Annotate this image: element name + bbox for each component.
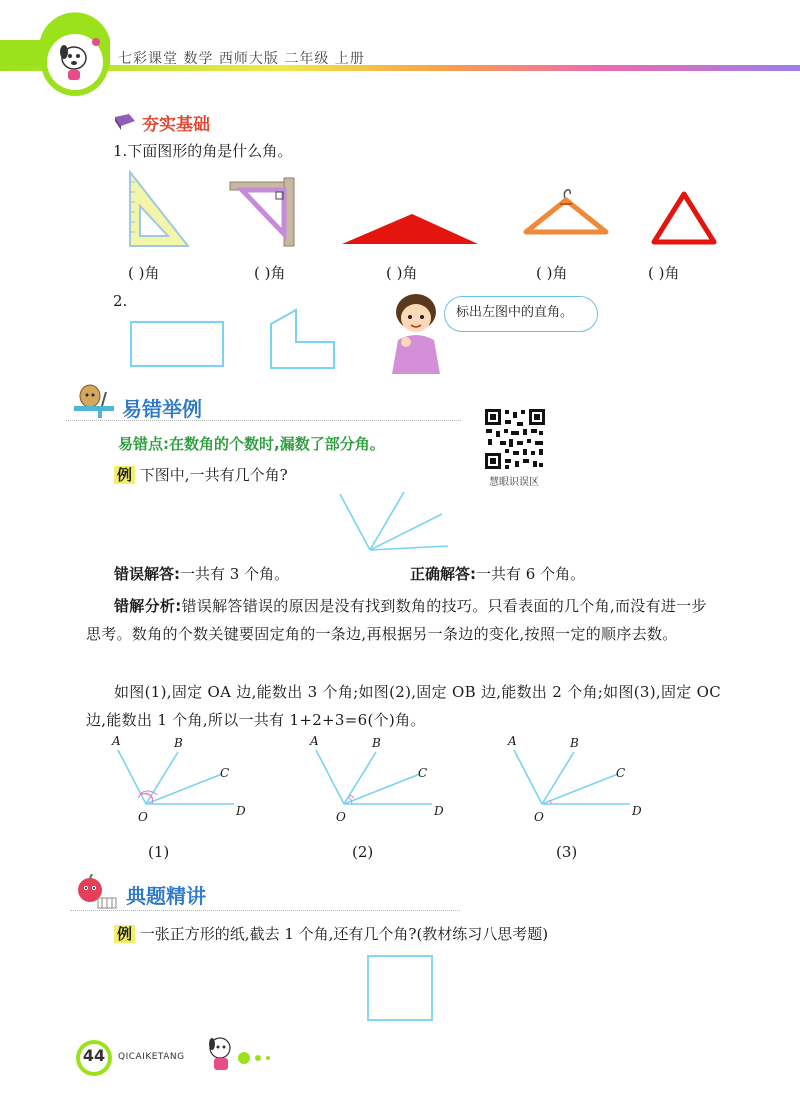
wrong-answer (114, 560, 289, 588)
section-divider (66, 420, 461, 421)
analysis-text: 错误解答错误的原因是没有找到数角的技巧。只看表面的几个角,而没有进一步思考。数角的个数关键要固定角的一条边,再根据另一条边的变化,按照一定的顺序去数。 (86, 597, 707, 643)
section-title-examples: 典题精讲 (126, 884, 206, 908)
angle-figure-2 (298, 734, 458, 830)
label-C: C (220, 766, 230, 780)
wrong-answer-label: 错误解答: (114, 565, 180, 583)
question-2-figures (126, 304, 356, 376)
set-square-image (126, 170, 192, 248)
analysis-paragraph (86, 592, 722, 648)
wrong-answer-text: 一共有 3 个角。 (180, 565, 290, 583)
blank-1[interactable]: ( )角 (128, 264, 160, 282)
header-title: 七彩课堂 数学 西师大版 二年级 上册 (118, 51, 365, 67)
figure-caption-3: (3) (556, 843, 578, 861)
label-C: C (418, 766, 428, 780)
girl-illustration (386, 290, 448, 376)
pentagon-figure (271, 310, 334, 368)
qr-caption: 慧眼识误区 (489, 477, 539, 488)
book-icon (113, 113, 137, 131)
example-angle-figure (330, 488, 450, 554)
label-D: D (434, 804, 444, 818)
error-point: 易错点:在数角的个数时,漏数了部分角。 (118, 435, 385, 453)
example2-text: 一张正方形的纸,截去 1 个角,还有几个角?(教材练习八思考题) (139, 925, 549, 943)
angle-figure-1 (100, 734, 260, 830)
example-line (114, 461, 288, 489)
section-divider (70, 910, 460, 911)
label-O: O (534, 810, 544, 824)
page-number: 44 (82, 1046, 106, 1065)
footer-brand: QICAIKETANG (118, 1052, 185, 1062)
rectangle-figure (131, 322, 223, 366)
section-title-mistakes: 易错举例 (122, 397, 202, 421)
label-B: B (372, 736, 381, 750)
label-C: C (616, 766, 626, 780)
analysis-label: 错解分析: (114, 597, 182, 615)
label-D: D (632, 804, 642, 818)
method-paragraph: 如图(1),固定 OA 边,能数出 3 个角;如图(2),固定 OB 边,能数出 2 个角;如图(3),固定 OC 边,能数出 1 个角,所以一共有 1+2+3=6(个)角。 (86, 683, 722, 729)
label-A: A (508, 734, 517, 748)
right-answer-label: 正确解答: (410, 565, 476, 583)
label-O: O (138, 810, 148, 824)
angle-figure-3 (496, 734, 656, 830)
label-A: A (310, 734, 319, 748)
figure-caption-1: (1) (148, 843, 170, 861)
question-1: 1.下面图形的角是什么角。 (113, 142, 293, 160)
triangle-outline-image (650, 190, 718, 246)
label-B: B (570, 736, 579, 750)
label-O: O (336, 810, 346, 824)
shelf-bracket-image (228, 176, 298, 248)
mascot-apple-icon (74, 874, 118, 910)
blank-5[interactable]: ( )角 (648, 264, 680, 282)
label-D: D (236, 804, 246, 818)
right-answer (410, 560, 585, 588)
label-A: A (112, 734, 121, 748)
footer-mascot (200, 1032, 290, 1074)
section-title-basics: 夯实基础 (142, 115, 210, 135)
mascot-icon (72, 384, 116, 418)
figure-caption-2: (2) (352, 843, 374, 861)
example-badge: 例 (114, 466, 135, 484)
speech-text: 标出左图中的直角。 (456, 305, 574, 320)
example2-badge: 例 (114, 925, 135, 943)
blank-4[interactable]: ( )角 (536, 264, 568, 282)
example-text: 下图中,一共有几个角? (139, 466, 288, 484)
qr-code[interactable] (484, 408, 546, 470)
blank-2[interactable]: ( )角 (254, 264, 286, 282)
label-B: B (174, 736, 183, 750)
example2-line (114, 920, 548, 948)
question-2-number: 2. (113, 292, 128, 310)
obtuse-triangle-image (340, 212, 480, 246)
right-answer-text: 一共有 6 个角。 (476, 565, 586, 583)
blank-3[interactable]: ( )角 (386, 264, 418, 282)
square-paper-figure (364, 952, 436, 1024)
hanger-image (520, 186, 612, 246)
